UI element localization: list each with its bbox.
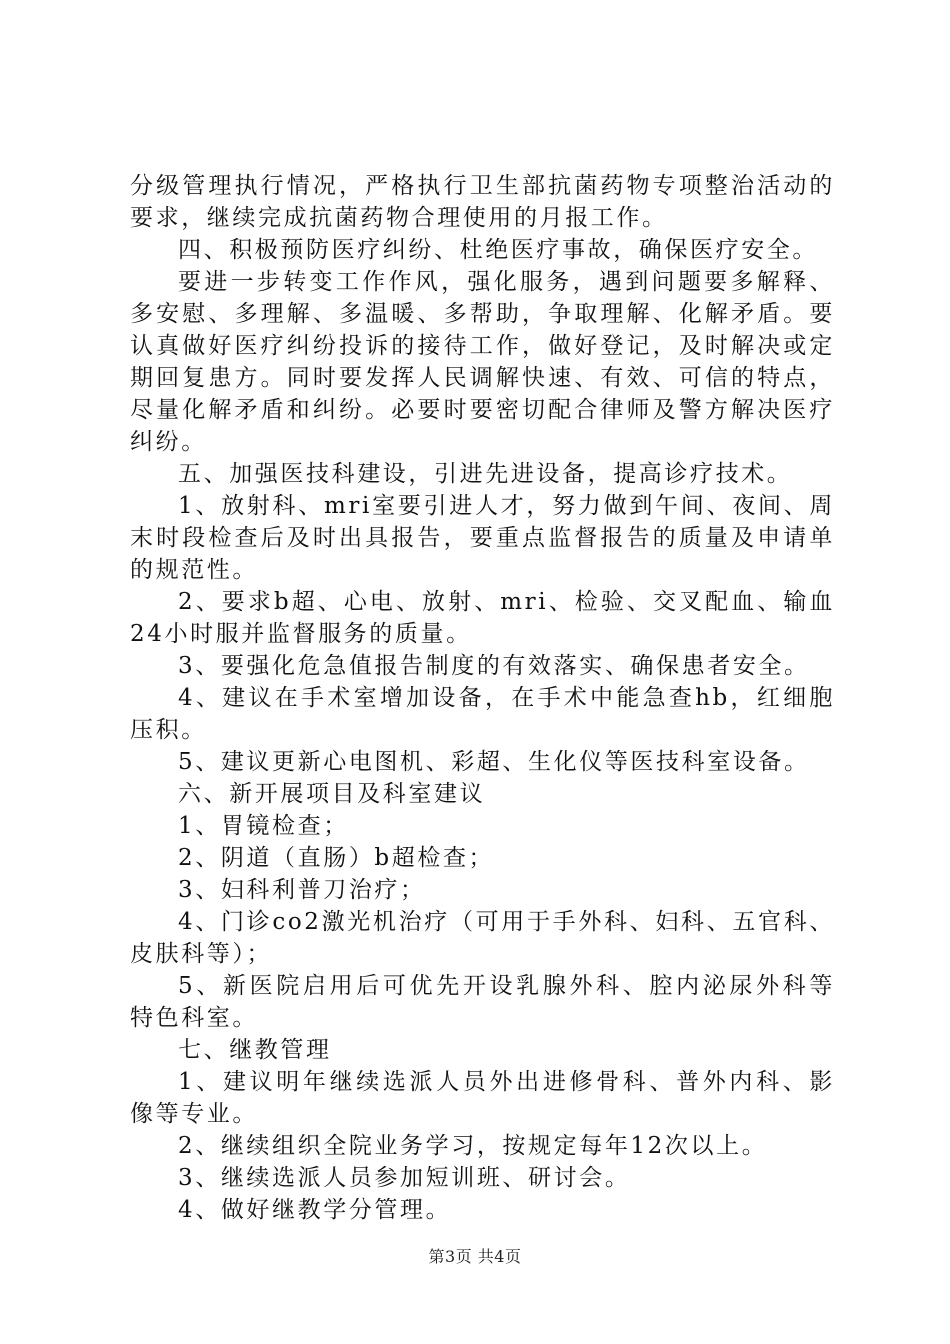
list-item: 2、继续组织全院业务学习，按规定每年12次以上。 [178, 1133, 768, 1159]
list-item: 2、阴道（直肠）b超检查； [178, 845, 495, 871]
paragraph: 要进一步转变工作作风，强化服务，遇到问题要多解释、多安慰、多理解、多温暖、多帮助，争取理解、化解矛盾。要认真做好医疗纠纷投诉的接待工作，做好登记，及时解决或定期回复患方。同时要发挥人民调解快速、有效、可信的特点，尽量化解矛盾和纠纷。必要时要密切配合律师及警方解决医疗纠纷。 [130, 269, 835, 455]
list-item: 4、门诊co2激光机治疗（可用于手外科、妇科、五官科、皮肤科等）； [130, 909, 835, 967]
list-item: 5、新医院启用后可优先开设乳腺外科、腔内泌尿外科等特色科室。 [130, 973, 835, 1031]
paragraph: 分级管理执行情况，严格执行卫生部抗菌药物专项整治活动的要求，继续完成抗菌药物合理使用的月报工作。 [130, 173, 835, 231]
section-heading: 六、新开展项目及科室建议 [178, 781, 486, 807]
list-item: 1、建议明年继续选派人员外出进修骨科、普外内科、影像等专业。 [130, 1069, 835, 1127]
list-item: 4、做好继教学分管理。 [178, 1197, 452, 1223]
list-item: 3、妇科利普刀治疗； [178, 877, 426, 903]
list-item: 2、要求b超、心电、放射、mri、检验、交叉配血、输血24小时服并监督服务的质量。 [130, 589, 835, 647]
document-body [130, 170, 835, 1226]
list-item: 3、继续选派人员参加短训班、研讨会。 [178, 1165, 631, 1191]
list-item: 1、放射科、mri室要引进人才，努力做到午间、夜间、周末时段检查后及时出具报告，要重点监督报告的质量及申请单的规范性。 [130, 493, 835, 583]
list-item: 5、建议更新心电图机、彩超、生化仪等医技科室设备。 [178, 749, 810, 775]
section-heading: 五、加强医技科建设，引进先进设备，提高诊疗技术。 [178, 461, 793, 487]
list-item: 3、要强化危急值报告制度的有效落实、确保患者安全。 [178, 653, 810, 679]
section-heading: 七、继教管理 [178, 1037, 332, 1063]
list-item: 1、胃镜检查； [178, 813, 349, 839]
page-number-footer: 第3页 共4页 [428, 1247, 522, 1266]
list-item: 4、建议在手术室增加设备，在手术中能急查hb，红细胞压积。 [130, 685, 835, 743]
section-heading: 四、积极预防医疗纠纷、杜绝医疗事故，确保医疗安全。 [178, 237, 818, 263]
